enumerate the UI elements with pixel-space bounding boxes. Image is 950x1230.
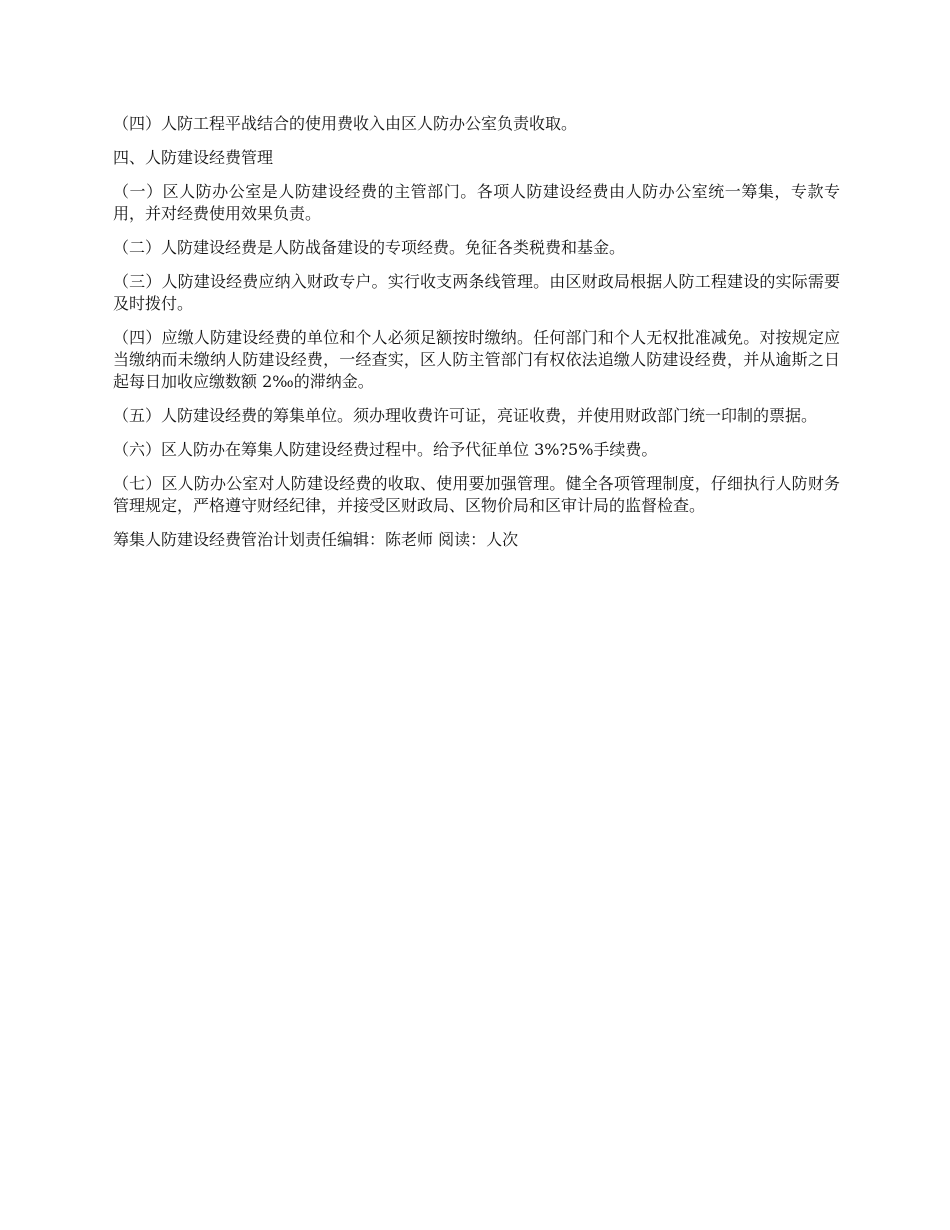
paragraph-item-3: （三）人防建设经费应纳入财政专户。实行收支两条线管理。由区财政局根据人防工程建设的实际需要及时拨付。 [113,272,840,313]
paragraph-item-4: （四）应缴人防建设经费的单位和个人必须足额按时缴纳。任何部门和个人无权批准减免。对按规定应当缴纳而未缴纳人防建设经费，一经查实，区人防主管部门有权依法追缴人防建设经费，并从逾斯之日起每日加收应缴数额 2‰的滞纳金。 [113,328,840,391]
section-heading-funds-management: 四、人防建设经费管理 [113,148,274,167]
paragraph-item-1: （一）区人防办公室是人防建设经费的主管部门。各项人防建设经费由人防办公室统一筹集，专款专用，并对经费使用效果负责。 [113,182,840,223]
footer-editor-line: 筹集人防建设经费管治计划责任编辑：陈老师 阅读：人次 [113,530,519,549]
paragraph-item-6: （六）区人防办在筹集人防建设经费过程中。给予代征单位 3%?5%手续费。 [113,440,658,459]
paragraph-section-3-item-4: （四）人防工程平战结合的使用费收入由区人防办公室负责收取。 [113,114,578,133]
paragraph-item-7: （七）区人防办公室对人防建设经费的收取、使用要加强管理。健全各项管理制度，仔细执行人防财务管理规定，严格遵守财经纪律，并接受区财政局、区物价局和区审计局的监督检查。 [113,474,840,515]
paragraph-item-2: （二）人防建设经费是人防战备建设的专项经费。免征各类税费和基金。 [113,238,626,257]
document-body [113,113,840,563]
paragraph-item-5: （五）人防建设经费的筹集单位。须办理收费许可证，亮证收费，并使用财政部门统一印制的票据。 [113,406,818,425]
